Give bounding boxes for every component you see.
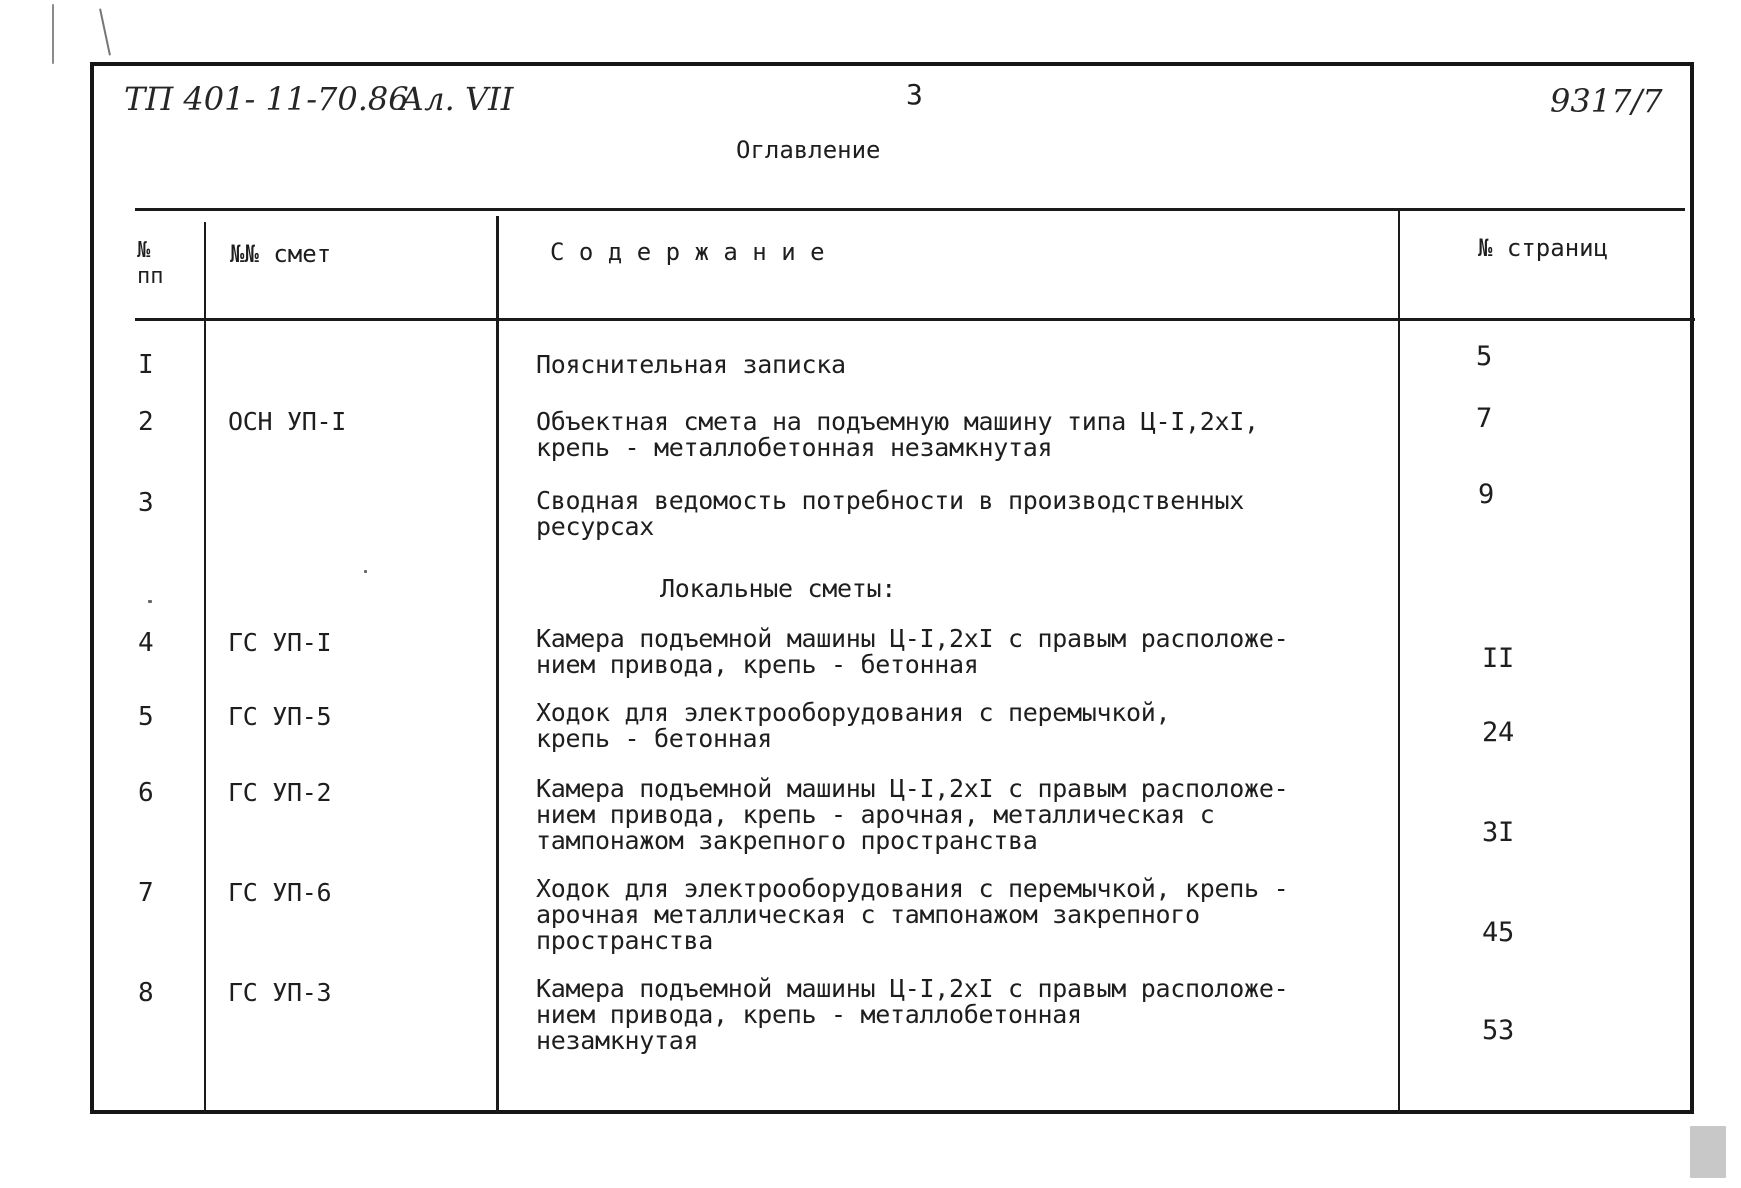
column-header-no: № пп — [137, 238, 164, 289]
document-title: Оглавление — [736, 136, 881, 164]
scan-mark — [52, 4, 54, 64]
column-header-estimate: №№ смет — [230, 240, 332, 268]
column-divider-3 — [1398, 210, 1400, 1112]
row-no: 3 — [138, 488, 154, 518]
album-number: Ал. VII — [400, 80, 514, 118]
row-page: 7 — [1476, 403, 1492, 434]
row-page: 3I — [1482, 817, 1514, 848]
row-page: 24 — [1482, 717, 1514, 748]
row-page: 5 — [1476, 341, 1492, 372]
column-divider-1 — [204, 222, 206, 1112]
row-no: 6 — [138, 778, 154, 808]
row-no: 2 — [138, 407, 154, 437]
row-estimate: ОСН УП-I — [228, 407, 347, 436]
scan-mark — [364, 570, 367, 573]
column-header-pages: № страниц — [1478, 234, 1609, 262]
row-content: Камера подъемной машины Ц-I,2хI с правым расположе- нием привода, крепь - металлобетонная незамкнутая — [536, 974, 1289, 1055]
document-code: ТП 401- 11-70.86 — [124, 80, 409, 118]
archive-number: 9317/7 — [1550, 82, 1663, 120]
table-top-rule — [135, 208, 1685, 211]
row-page: 45 — [1482, 917, 1514, 948]
row-estimate: ГС УП-3 — [228, 978, 332, 1007]
row-no: 7 — [138, 878, 154, 908]
row-estimate: ГС УП-5 — [228, 702, 332, 731]
row-content: Ходок для электрооборудования с перемычкой, крепь - бетонная — [536, 698, 1171, 753]
row-content: Объектная смета на подъемную машину типа Ц-I,2хI, крепь - металлобетонная незамкнутая — [536, 407, 1259, 462]
row-estimate: ГС УП-I — [228, 628, 332, 657]
scan-mark — [1690, 1126, 1726, 1178]
row-no: I — [138, 350, 154, 380]
row-no: 5 — [138, 702, 154, 732]
scan-mark — [99, 8, 111, 55]
section-heading: Локальные сметы: — [660, 574, 897, 603]
row-page: 53 — [1482, 1015, 1514, 1046]
row-estimate: ГС УП-6 — [228, 878, 332, 907]
row-content: Камера подъемной машины Ц-I,2хI с правым расположе- нием привода, крепь - бетонная — [536, 624, 1289, 679]
row-page: 9 — [1478, 479, 1494, 510]
row-no: 4 — [138, 628, 154, 658]
column-header-content: С о д е р ж а н и е — [550, 238, 825, 266]
row-content: Сводная ведомость потребности в производственных ресурсах — [536, 486, 1245, 541]
column-divider-2 — [496, 216, 499, 1112]
table-header-rule — [135, 318, 1695, 321]
row-estimate: ГС УП-2 — [228, 778, 332, 807]
row-content: Пояснительная записка — [536, 350, 846, 379]
row-no: 8 — [138, 978, 154, 1008]
row-content: Камера подъемной машины Ц-I,2хI с правым расположе- нием привода, крепь - арочная, металлическая с тампонажом закрепного пространства — [536, 774, 1289, 855]
scan-mark — [148, 600, 152, 603]
row-content: Ходок для электрооборудования с перемычкой, крепь - арочная металлическая с тампонажом закрепного пространства — [536, 874, 1289, 955]
page-number: 3 — [906, 78, 923, 111]
row-page: II — [1482, 643, 1514, 674]
